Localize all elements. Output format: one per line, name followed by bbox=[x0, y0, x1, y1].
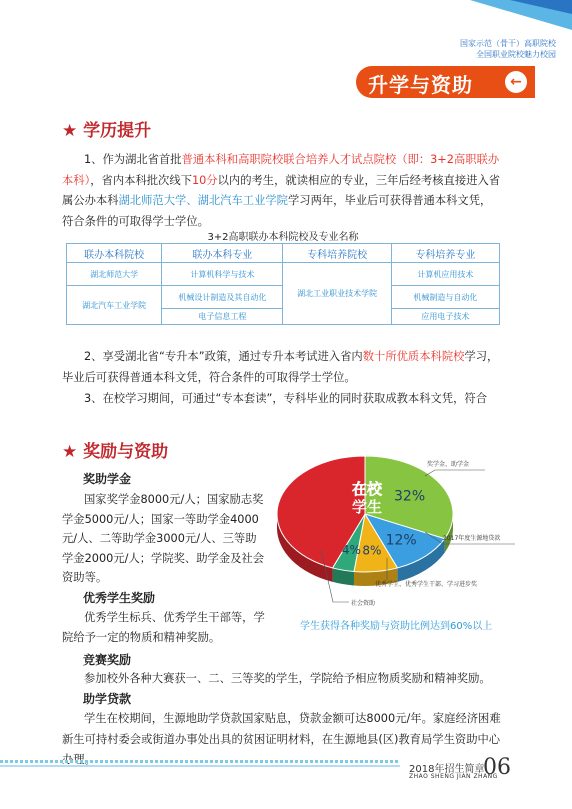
highlight-text: 普通本科和高职院校联合培养人才试点院校（即：3+2高职联办本科） bbox=[62, 153, 500, 187]
header-line-2: 全国职业院校魅力校园 bbox=[476, 50, 556, 59]
subtitle-excellent: 优秀学生奖励 bbox=[83, 591, 156, 605]
section-title-education: ★ 学历提升 bbox=[62, 121, 152, 141]
table-header: 专科培养院校 bbox=[283, 244, 391, 263]
loan-paragraph: 学生在校期间，生源地助学贷款国家贴息，贷款金额可达8000元/年。家庭经济困难新生可持村委会或街道办事处出具的贫困证明材料，在生源地县(区)教育局学生资助中心 bbox=[62, 712, 501, 746]
pie-value-label: 32% bbox=[394, 488, 426, 505]
chart-caption: 学生获得各种奖励与资助比例达到60%以上 bbox=[300, 621, 493, 632]
pie-value-label: 4% bbox=[341, 542, 361, 557]
subtitle-competition: 竞赛奖励 bbox=[83, 653, 132, 667]
paragraph-1 bbox=[62, 150, 502, 232]
pie-value-label: 8% bbox=[362, 543, 382, 558]
table-cell: 计算机科学与技术 bbox=[162, 263, 283, 286]
banner-title: 升学与资助 bbox=[368, 73, 473, 97]
subtitle-scholarship: 奖助学金 bbox=[83, 472, 132, 486]
program-table bbox=[66, 243, 500, 325]
page-number: 06 bbox=[483, 755, 511, 780]
table-cell: 应用电子技术 bbox=[391, 309, 499, 325]
footer-title: 2018年招生简章 bbox=[409, 764, 485, 775]
table-cell: 湖北工业职业技术学院 bbox=[283, 263, 391, 325]
table-cell: 机械设计制造及其自动化 bbox=[162, 286, 283, 309]
text: 1、作为湖北省首批 bbox=[84, 153, 182, 166]
table-header: 联办本科专业 bbox=[162, 244, 283, 263]
table-cell: 电子信息工程 bbox=[162, 309, 283, 325]
excellent-paragraph: 优秀学生标兵、优秀学生干部等，学院给予一定的物质和精神奖励。 bbox=[62, 611, 265, 644]
table-cell: 湖北师范大学 bbox=[67, 263, 162, 286]
table-caption: 3+2高职联办本科院校及专业名称 bbox=[207, 232, 359, 243]
text: 以内的考生，就读相应的专业，三年后经考核直接进入省属公办本科 bbox=[62, 173, 501, 207]
text: 学习两年，毕业后可获得普通本科文凭，符合条件的可取得学士学位。 bbox=[62, 194, 492, 228]
footer-divider-2 bbox=[0, 765, 400, 767]
pie-legend-label: 社会资助 bbox=[351, 600, 376, 607]
footer-subtitle: ZHAO SHENG JIAN ZHANG bbox=[409, 773, 498, 780]
table-header: 专科培养专业 bbox=[391, 244, 499, 263]
paragraph-3: 3、在校学习期间，可通过“专本套读”，专科毕业的同时获取成教本科文凭，符合 bbox=[84, 392, 487, 405]
pie-legend-label: 优秀学生、优秀学生干部、学习进步奖 bbox=[375, 581, 478, 588]
scholarship-paragraph: 国家奖学金8000元/人；国家励志奖学金5000元/人；国家一等助学金4000元/人、二等助学金3000元/人、三等助学金2000元/人；学院奖、助学金及社会资助等。 bbox=[62, 493, 265, 584]
table-cell: 计算机应用技术 bbox=[391, 263, 499, 286]
pie-center-label: 在校 bbox=[351, 480, 383, 498]
text: 2、享受湖北省“专升本”政策，通过专升本考试进入省内 bbox=[84, 350, 363, 363]
text: 学习，毕业后可获得普通本科文凭，符合条件的可取得学士学位。 bbox=[62, 350, 499, 384]
pie-legend-label: 奖学金、助学金 bbox=[427, 461, 470, 468]
section-banner bbox=[356, 66, 535, 98]
text: ，省内本科批次线下 bbox=[90, 173, 192, 187]
footer-divider bbox=[0, 760, 400, 763]
subtitle-loan: 助学贷款 bbox=[83, 692, 132, 706]
section-title-awards: ★ 奖励与资助 bbox=[62, 442, 169, 462]
header-line-1: 国家示范（骨干）高职院校 bbox=[460, 39, 556, 48]
arrow-left-icon: ← bbox=[505, 71, 527, 93]
highlight-text: 10分 bbox=[191, 173, 218, 187]
pie-chart-svg bbox=[275, 452, 533, 612]
pie-value-label: 12% bbox=[385, 532, 417, 549]
highlight-text: 数十所优质本科院校 bbox=[362, 350, 465, 363]
leader-line bbox=[425, 470, 485, 476]
competition-paragraph: 参加校外各种大赛获一、二、三等奖的学生，学院给予相应物质奖励和精神奖励。 bbox=[84, 672, 491, 685]
pie-center-label: 学生 bbox=[351, 498, 383, 516]
table-header: 联办本科院校 bbox=[67, 244, 162, 263]
highlight-blue-text: 湖北师范大学、湖北汽车工业学院 bbox=[118, 194, 288, 207]
pie-legend-label: 2017年度生源地贷款 bbox=[443, 535, 501, 542]
table-cell: 机械制造与自动化 bbox=[391, 286, 499, 309]
paragraph-2 bbox=[62, 347, 502, 388]
table-cell: 湖北汽车工业学院 bbox=[67, 286, 162, 325]
pie-chart bbox=[275, 452, 533, 612]
